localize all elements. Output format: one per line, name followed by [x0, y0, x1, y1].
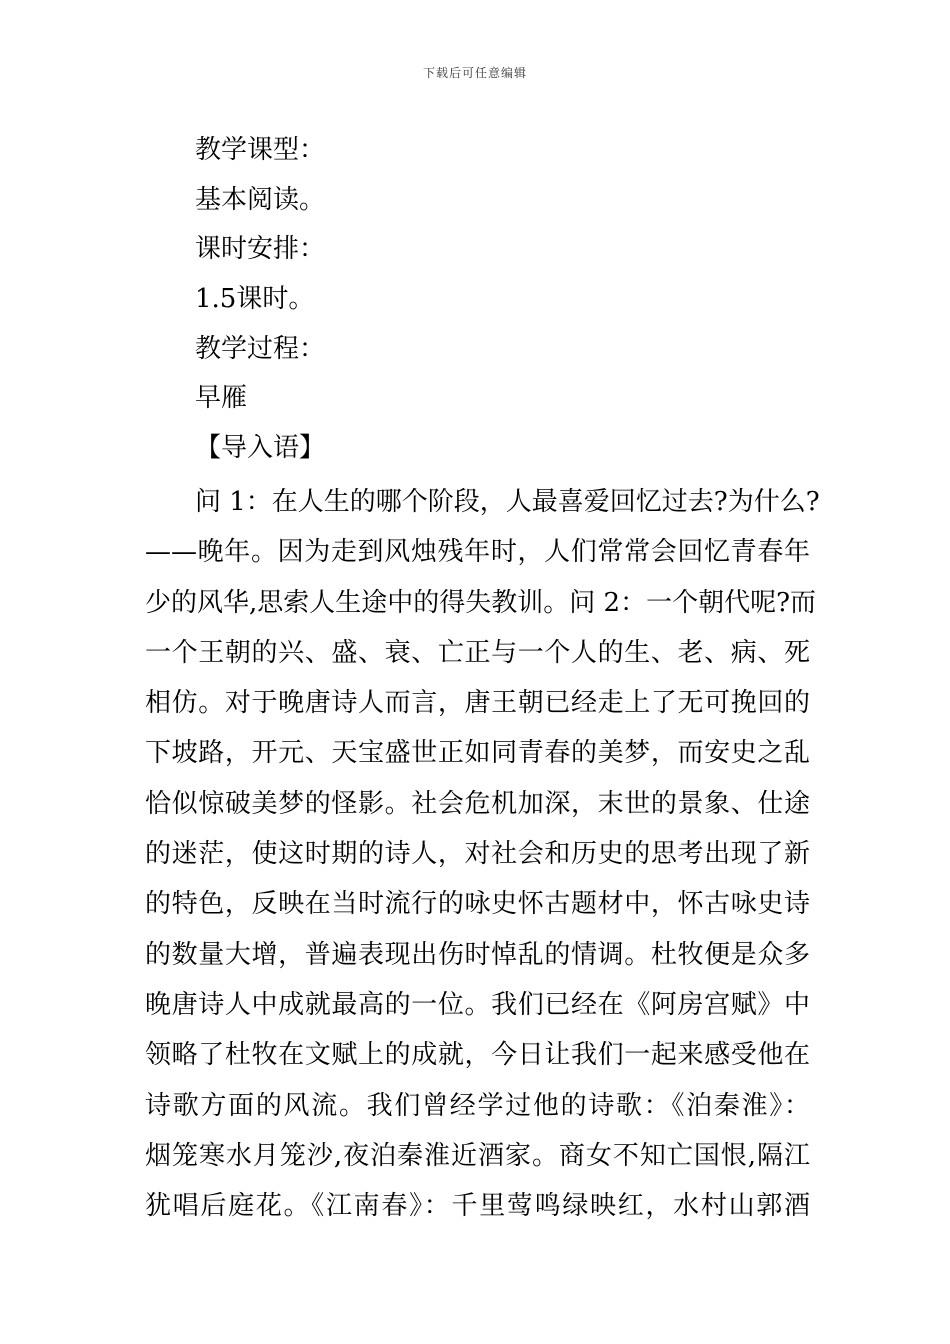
paragraph-line: 的迷茫，使这时期的诗人，对社会和历史的思考出现了新	[145, 839, 810, 870]
paragraph-line: 相仿。对于晚唐诗人而言，唐王朝已经走上了无可挽回的	[145, 688, 810, 719]
paragraph-line: 犹唱后庭花。《江南春》：千里莺鸣绿映红，水村山郭酒	[145, 1191, 810, 1222]
paragraph-line: 恰似惊破美梦的怪影。社会危机加深，末世的景象、仕途	[145, 788, 810, 819]
paragraph-line: 诗歌方面的风流。我们曾经学过他的诗歌：《泊秦淮》：	[145, 1090, 810, 1121]
paragraph-line: 一个王朝的兴、盛、衰、亡正与一个人的生、老、病、死	[145, 637, 810, 668]
paragraph-line: 的数量大增，普遍表现出伤时悼乱的情调。杜牧便是众多	[145, 939, 810, 970]
intro-paragraph	[145, 477, 820, 1231]
paragraph-line: 下坡路，开元、天宝盛世正如同青春的美梦，而安史之乱	[145, 738, 810, 769]
poem-title: 早雁	[195, 383, 248, 413]
paragraph-line: ——晚年。因为走到风烛残年时，人们常常会回忆青春年	[145, 537, 810, 568]
paragraph-line: 领略了杜牧在文赋上的成就，今日让我们一起来感受他在	[145, 1040, 810, 1071]
value-lesson-type: 基本阅读。	[195, 185, 326, 215]
label-schedule: 课时安排：	[195, 234, 326, 264]
paragraph-line: 问 1：在人生的哪个阶段，人最喜爱回忆过去?为什么?	[195, 487, 820, 517]
paragraph-line: 烟笼寒水月笼沙,夜泊秦淮近酒家。商女不知亡国恨,隔江	[145, 1140, 810, 1171]
paragraph-line: 少的风华,思索人生途中的得失教训。问 2：一个朝代呢?而	[145, 587, 817, 618]
label-lesson-type: 教学课型：	[195, 135, 326, 165]
section-heading-intro: 【导入语】	[195, 433, 326, 463]
page-header: 下载后可任意编辑	[422, 66, 527, 80]
value-schedule: 1.5课时。	[195, 284, 315, 314]
paragraph-line: 的特色，反映在当时流行的咏史怀古题材中，怀古咏史诗	[145, 889, 810, 920]
paragraph-line: 晚唐诗人中成就最高的一位。我们已经在《阿房宫赋》中	[145, 989, 810, 1020]
label-process: 教学过程：	[195, 334, 326, 364]
